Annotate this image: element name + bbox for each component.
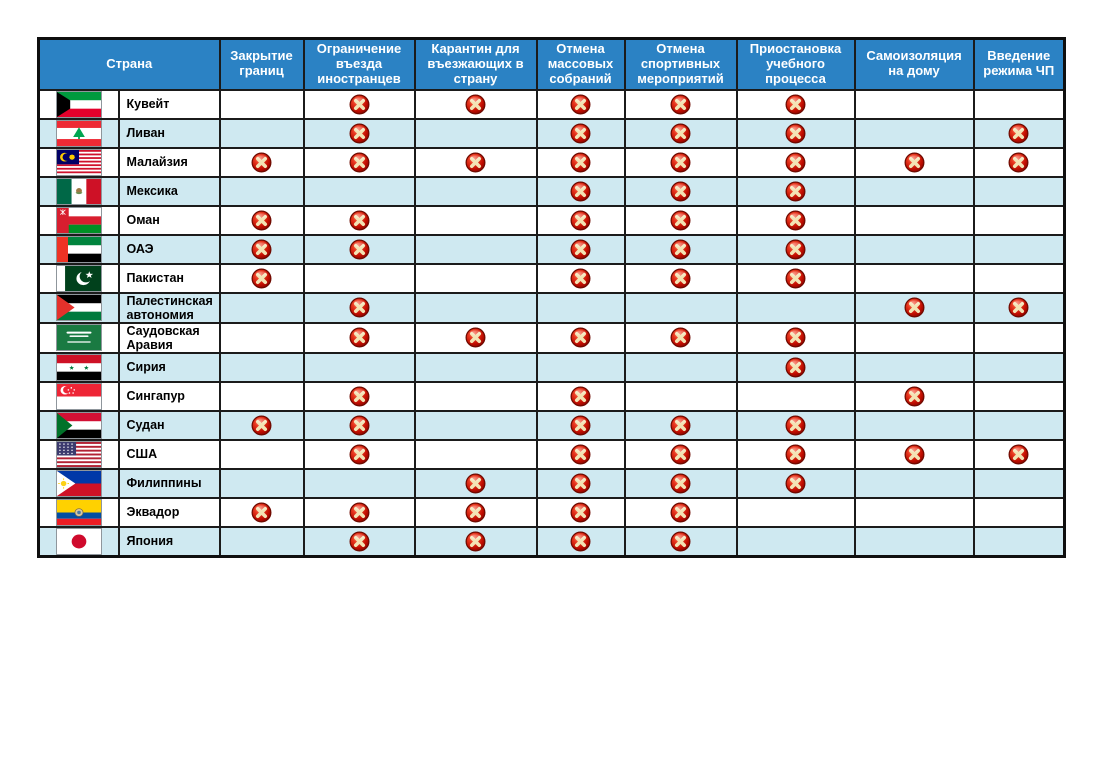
measure-cell	[220, 498, 304, 527]
measure-cell	[855, 469, 974, 498]
country-flag-cell	[39, 382, 119, 411]
x-mark-icon	[570, 181, 591, 202]
measure-cell	[737, 469, 855, 498]
measure-cell	[537, 469, 625, 498]
x-mark-icon	[670, 239, 691, 260]
x-mark-icon	[670, 181, 691, 202]
measure-cell	[737, 148, 855, 177]
country-name: Пакистан	[119, 264, 220, 293]
measure-cell	[737, 527, 855, 557]
measure-cell	[625, 382, 737, 411]
measure-column-header: Карантин для въезжающих в страну	[415, 39, 537, 90]
table-body	[39, 90, 1065, 557]
measure-cell	[855, 382, 974, 411]
measure-cell	[537, 119, 625, 148]
table-row	[39, 527, 1065, 557]
measure-cell	[737, 235, 855, 264]
x-mark-icon	[570, 152, 591, 173]
country-flag-cell	[39, 235, 119, 264]
country-flag-cell	[39, 90, 119, 119]
x-mark-icon	[1008, 444, 1029, 465]
table-row	[39, 148, 1065, 177]
table-row	[39, 382, 1065, 411]
measure-cell	[220, 323, 304, 353]
table-row	[39, 353, 1065, 382]
x-mark-icon	[670, 94, 691, 115]
measure-cell	[737, 90, 855, 119]
measure-cell	[304, 527, 415, 557]
x-mark-icon	[785, 357, 806, 378]
x-mark-icon	[904, 444, 925, 465]
x-mark-icon	[785, 94, 806, 115]
measure-cell	[855, 498, 974, 527]
country-flag-cell	[39, 527, 119, 557]
measure-cell	[737, 264, 855, 293]
measure-column-header: Самоизоляция на дому	[855, 39, 974, 90]
measure-cell	[855, 119, 974, 148]
measure-cell	[415, 440, 537, 469]
country-column-header: Страна	[39, 39, 220, 90]
measure-cell	[737, 177, 855, 206]
singapore-flag-icon	[56, 383, 102, 410]
measure-cell	[304, 293, 415, 323]
measure-cell	[304, 90, 415, 119]
measure-cell	[537, 235, 625, 264]
measure-cell	[304, 177, 415, 206]
measure-column-header: Ограничение въезда иностранцев	[304, 39, 415, 90]
x-mark-icon	[1008, 152, 1029, 173]
country-flag-cell	[39, 177, 119, 206]
table-row	[39, 264, 1065, 293]
measure-cell	[220, 293, 304, 323]
x-mark-icon	[785, 239, 806, 260]
measure-cell	[220, 469, 304, 498]
measure-cell	[855, 148, 974, 177]
x-mark-icon	[251, 415, 272, 436]
country-name: Оман	[119, 206, 220, 235]
table-row	[39, 440, 1065, 469]
measure-cell	[625, 527, 737, 557]
measure-cell	[737, 323, 855, 353]
country-name: Палестинская автономия	[119, 293, 220, 323]
measure-cell	[415, 382, 537, 411]
x-mark-icon	[785, 181, 806, 202]
country-flag-cell	[39, 469, 119, 498]
x-mark-icon	[1008, 297, 1029, 318]
measure-cell	[304, 235, 415, 264]
measure-cell	[304, 382, 415, 411]
country-name: Кувейт	[119, 90, 220, 119]
country-name: Саудовская Аравия	[119, 323, 220, 353]
measure-cell	[220, 353, 304, 382]
measure-cell	[974, 440, 1065, 469]
country-name: Сингапур	[119, 382, 220, 411]
measure-cell	[220, 264, 304, 293]
x-mark-icon	[570, 473, 591, 494]
measure-cell	[855, 90, 974, 119]
measure-column-header: Введение режима ЧП	[974, 39, 1065, 90]
x-mark-icon	[465, 473, 486, 494]
x-mark-icon	[670, 268, 691, 289]
x-mark-icon	[904, 152, 925, 173]
measure-cell	[625, 235, 737, 264]
measure-cell	[304, 440, 415, 469]
x-mark-icon	[570, 94, 591, 115]
measure-cell	[737, 353, 855, 382]
country-flag-cell	[39, 206, 119, 235]
measure-cell	[220, 90, 304, 119]
header-row	[39, 39, 1065, 90]
measure-cell	[974, 264, 1065, 293]
x-mark-icon	[670, 502, 691, 523]
malaysia-flag-icon	[56, 149, 102, 176]
measure-cell	[737, 119, 855, 148]
x-mark-icon	[465, 94, 486, 115]
x-mark-icon	[465, 152, 486, 173]
x-mark-icon	[785, 268, 806, 289]
measure-cell	[304, 119, 415, 148]
measure-cell	[220, 440, 304, 469]
measure-cell	[537, 440, 625, 469]
measure-column-header: Приостановка учебного процесса	[737, 39, 855, 90]
x-mark-icon	[465, 502, 486, 523]
x-mark-icon	[570, 268, 591, 289]
table-row	[39, 469, 1065, 498]
measure-cell	[737, 206, 855, 235]
x-mark-icon	[349, 444, 370, 465]
measure-cell	[537, 411, 625, 440]
measure-cell	[974, 498, 1065, 527]
country-name: ОАЭ	[119, 235, 220, 264]
usa-flag-icon	[56, 441, 102, 468]
x-mark-icon	[670, 444, 691, 465]
x-mark-icon	[349, 386, 370, 407]
measure-cell	[220, 411, 304, 440]
x-mark-icon	[785, 444, 806, 465]
country-flag-cell	[39, 353, 119, 382]
x-mark-icon	[785, 327, 806, 348]
x-mark-icon	[904, 386, 925, 407]
x-mark-icon	[349, 531, 370, 552]
x-mark-icon	[251, 210, 272, 231]
x-mark-icon	[670, 415, 691, 436]
measure-cell	[974, 353, 1065, 382]
measure-cell	[220, 235, 304, 264]
measure-cell	[537, 323, 625, 353]
x-mark-icon	[785, 210, 806, 231]
measure-cell	[855, 264, 974, 293]
measure-cell	[304, 264, 415, 293]
mexico-flag-icon	[56, 178, 102, 205]
x-mark-icon	[349, 123, 370, 144]
sudan-flag-icon	[56, 412, 102, 439]
measure-cell	[625, 148, 737, 177]
measure-cell	[974, 119, 1065, 148]
country-flag-cell	[39, 293, 119, 323]
measure-cell	[737, 498, 855, 527]
country-flag-cell	[39, 264, 119, 293]
country-name: Судан	[119, 411, 220, 440]
measure-cell	[855, 323, 974, 353]
table-row	[39, 323, 1065, 353]
measure-cell	[974, 411, 1065, 440]
measure-cell	[974, 206, 1065, 235]
ecuador-flag-icon	[56, 499, 102, 526]
measure-cell	[304, 148, 415, 177]
x-mark-icon	[251, 268, 272, 289]
x-mark-icon	[570, 386, 591, 407]
x-mark-icon	[570, 444, 591, 465]
measure-cell	[625, 498, 737, 527]
uae-flag-icon	[56, 236, 102, 263]
table-row	[39, 235, 1065, 264]
x-mark-icon	[570, 123, 591, 144]
country-flag-cell	[39, 323, 119, 353]
x-mark-icon	[349, 415, 370, 436]
measure-cell	[304, 498, 415, 527]
x-mark-icon	[349, 210, 370, 231]
x-mark-icon	[785, 415, 806, 436]
measure-cell	[537, 90, 625, 119]
measure-cell	[415, 469, 537, 498]
x-mark-icon	[785, 152, 806, 173]
measure-cell	[855, 527, 974, 557]
measure-cell	[304, 206, 415, 235]
measure-cell	[415, 177, 537, 206]
x-mark-icon	[570, 327, 591, 348]
country-name: Сирия	[119, 353, 220, 382]
x-mark-icon	[251, 502, 272, 523]
measure-cell	[304, 353, 415, 382]
measure-cell	[737, 382, 855, 411]
measure-cell	[974, 148, 1065, 177]
covid-measures-table	[37, 37, 1066, 558]
measure-cell	[855, 235, 974, 264]
x-mark-icon	[570, 502, 591, 523]
country-name: Эквадор	[119, 498, 220, 527]
measure-cell	[304, 469, 415, 498]
measure-cell	[625, 411, 737, 440]
measure-cell	[537, 382, 625, 411]
table-row	[39, 119, 1065, 148]
measure-cell	[974, 177, 1065, 206]
x-mark-icon	[670, 531, 691, 552]
measure-cell	[974, 469, 1065, 498]
country-flag-cell	[39, 411, 119, 440]
country-name: Ливан	[119, 119, 220, 148]
table-row	[39, 293, 1065, 323]
measure-cell	[537, 148, 625, 177]
x-mark-icon	[251, 152, 272, 173]
measure-cell	[537, 527, 625, 557]
x-mark-icon	[1008, 123, 1029, 144]
measure-cell	[304, 323, 415, 353]
country-flag-cell	[39, 440, 119, 469]
x-mark-icon	[349, 239, 370, 260]
x-mark-icon	[570, 415, 591, 436]
measure-cell	[415, 206, 537, 235]
measure-cell	[737, 440, 855, 469]
japan-flag-icon	[56, 528, 102, 555]
measure-cell	[855, 177, 974, 206]
measure-cell	[415, 323, 537, 353]
measure-cell	[415, 498, 537, 527]
measure-cell	[220, 382, 304, 411]
measure-cell	[220, 177, 304, 206]
measure-cell	[855, 440, 974, 469]
measure-cell	[625, 469, 737, 498]
measure-cell	[855, 353, 974, 382]
measure-cell	[304, 411, 415, 440]
table-row	[39, 206, 1065, 235]
pakistan-flag-icon	[56, 265, 102, 292]
table-row	[39, 498, 1065, 527]
table-row	[39, 411, 1065, 440]
country-flag-cell	[39, 148, 119, 177]
measure-cell	[625, 90, 737, 119]
x-mark-icon	[785, 473, 806, 494]
philippines-flag-icon	[56, 470, 102, 497]
x-mark-icon	[670, 473, 691, 494]
measure-cell	[220, 119, 304, 148]
x-mark-icon	[670, 123, 691, 144]
x-mark-icon	[349, 94, 370, 115]
measure-cell	[737, 293, 855, 323]
measure-cell	[855, 206, 974, 235]
measure-cell	[537, 353, 625, 382]
country-name: Малайзия	[119, 148, 220, 177]
measure-cell	[974, 323, 1065, 353]
x-mark-icon	[349, 297, 370, 318]
measure-cell	[415, 264, 537, 293]
measure-cell	[537, 498, 625, 527]
measure-cell	[537, 177, 625, 206]
country-flag-cell	[39, 119, 119, 148]
country-name: Япония	[119, 527, 220, 557]
oman-flag-icon	[56, 207, 102, 234]
measure-cell	[220, 527, 304, 557]
palestine-flag-icon	[56, 294, 102, 321]
measure-cell	[625, 119, 737, 148]
x-mark-icon	[570, 239, 591, 260]
measure-cell	[415, 119, 537, 148]
x-mark-icon	[349, 152, 370, 173]
measure-cell	[415, 90, 537, 119]
measure-cell	[625, 177, 737, 206]
measure-cell	[220, 148, 304, 177]
measure-cell	[625, 440, 737, 469]
syria-flag-icon	[56, 354, 102, 381]
measure-cell	[537, 264, 625, 293]
measure-cell	[974, 527, 1065, 557]
measure-cell	[974, 235, 1065, 264]
country-name: США	[119, 440, 220, 469]
measure-cell	[625, 264, 737, 293]
country-name: Мексика	[119, 177, 220, 206]
measure-cell	[855, 293, 974, 323]
x-mark-icon	[570, 531, 591, 552]
measure-cell	[415, 411, 537, 440]
x-mark-icon	[349, 502, 370, 523]
x-mark-icon	[670, 210, 691, 231]
x-mark-icon	[785, 123, 806, 144]
measure-cell	[625, 353, 737, 382]
kuwait-flag-icon	[56, 91, 102, 118]
measure-cell	[537, 206, 625, 235]
measure-cell	[625, 206, 737, 235]
measure-column-header: Отмена массовых собраний	[537, 39, 625, 90]
x-mark-icon	[349, 327, 370, 348]
measure-cell	[974, 90, 1065, 119]
table-row	[39, 177, 1065, 206]
measure-cell	[537, 293, 625, 323]
measure-cell	[625, 293, 737, 323]
x-mark-icon	[251, 239, 272, 260]
measure-cell	[625, 323, 737, 353]
measure-column-header: Отмена спортивных мероприятий	[625, 39, 737, 90]
table-row	[39, 90, 1065, 119]
x-mark-icon	[670, 327, 691, 348]
measure-cell	[415, 148, 537, 177]
measure-cell	[415, 527, 537, 557]
x-mark-icon	[670, 152, 691, 173]
measure-cell	[974, 293, 1065, 323]
measure-cell	[855, 411, 974, 440]
measure-cell	[415, 353, 537, 382]
saudi-arabia-flag-icon	[56, 324, 102, 351]
x-mark-icon	[465, 327, 486, 348]
measure-column-header: Закрытие границ	[220, 39, 304, 90]
measure-cell	[415, 235, 537, 264]
x-mark-icon	[465, 531, 486, 552]
lebanon-flag-icon	[56, 120, 102, 147]
x-mark-icon	[570, 210, 591, 231]
x-mark-icon	[904, 297, 925, 318]
measure-cell	[220, 206, 304, 235]
country-name: Филиппины	[119, 469, 220, 498]
measure-cell	[737, 411, 855, 440]
measure-cell	[415, 293, 537, 323]
country-flag-cell	[39, 498, 119, 527]
measure-cell	[974, 382, 1065, 411]
